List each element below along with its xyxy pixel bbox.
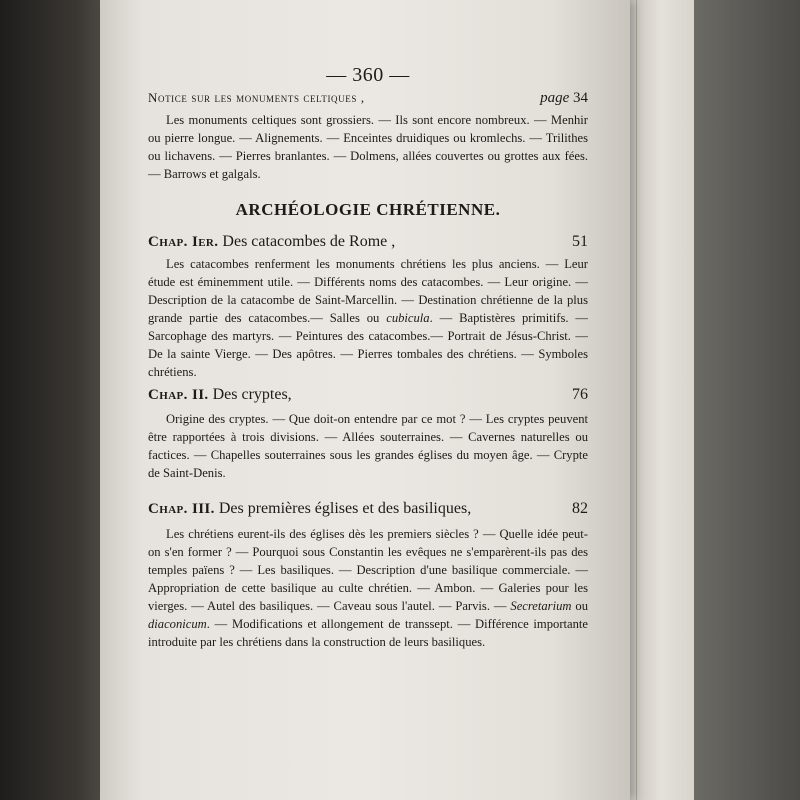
chapter-summary: Les chrétiens eurent-ils des églises dès les premiers siècles ? — Quelle idée peut-on s'en former ? — Pourquoi sous Constantin les evêques ne s'emparèrent-ils pas des temples païens ? — Les basiliques. — Description d'une basilique commerciale. — Appropriation de cette basilique au culte chrétien. — Ambon. — Galeries pour les vierges. — Autel des basiliques. — Caveau sous l'autel. — Parvis. — Secretarium ou diaconicum. — Modifications et allongement de transsept. — Différence importante introduite par les chrétiens dans la construction de leurs basiliques. [148, 527, 588, 649]
chapter-summary: Origine des cryptes. — Que doit-on entendre par ce mot ? — Les cryptes peuvent être rapportées à trois divisions. — Allées souterraines. — Cavernes naturelles ou factices. — Chapelles souterraines sous les grandes églises du moyen âge. — Crypte de Saint-Denis. [148, 412, 588, 480]
chapter-page: 51 [572, 233, 588, 250]
page-word: page [540, 90, 570, 106]
chapter-page: 82 [572, 500, 588, 517]
entry-summary: Les monuments celtiques sont grossiers. — Ils sont encore nombreux. — Menhir ou pierre longue. — Alignements. — Enceintes druidiques ou kromlechs. — Trilithes ou lichavens. — Pierres branlantes. — Dolmens, allées couvertes ou grottes aux fées. — Barrows et galgals. [148, 113, 588, 181]
toc-entry-notice [148, 90, 588, 107]
entry-page: 34 [573, 90, 588, 106]
chapter-prefix: Chap. Ier. [148, 234, 219, 250]
next-page-edge [636, 0, 695, 800]
background-far-right [694, 0, 800, 800]
page-number: — 360 — [326, 64, 410, 86]
chapter-title: Des cryptes, [212, 386, 292, 403]
chapter-title: Des premières églises et des basiliques, [218, 500, 472, 517]
toc-entry-chapter-3 [148, 500, 588, 518]
chapter-prefix: Chap. III. [148, 501, 215, 517]
chapter-prefix: Chap. II. [148, 387, 209, 403]
background-left [0, 0, 110, 800]
chapter-summary: Les catacombes renferment les monuments chrétiens les plus anciens. — Leur étude est éminemment utile. — Différents noms des catacombes. — Leur origine. — Description de la catacombe de Saint-Marcellin. — Destination chrétienne de la plus grande partie des catacombes.— Salles ou cubicula. — Baptistères primitifs. — Sarcophage des martyrs. — Peintures des catacombes.— Portrait de Jésus-Christ. — De la sainte Vierge. — Des apôtres. — Pierres tombales des chrétiens. — Symboles chrétiens. [148, 257, 588, 379]
toc-entry-chapter-1 [148, 233, 588, 251]
entry-title: Notice sur les monuments celtiques , [148, 90, 365, 105]
section-title: ARCHÉOLOGIE CHRÉTIENNE. [235, 200, 501, 219]
chapter-title: Des catacombes de Rome , [222, 233, 396, 250]
chapter-page: 76 [572, 386, 588, 403]
toc-entry-chapter-2 [148, 386, 588, 404]
